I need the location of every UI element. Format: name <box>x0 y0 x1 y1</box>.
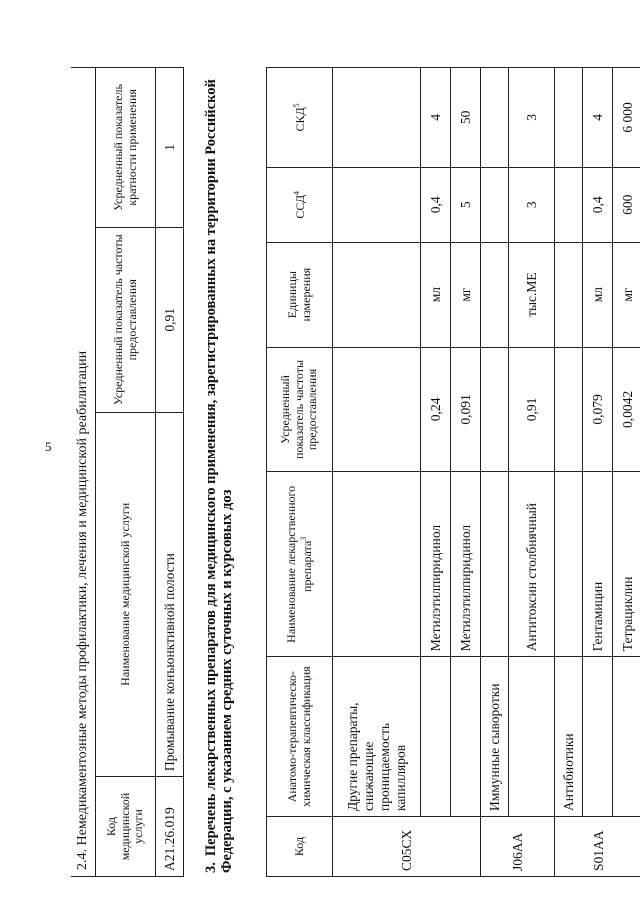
table-row <box>156 68 184 877</box>
drug-ssd-cell: 600 <box>613 167 640 242</box>
drug-name-cell: Метилэтилпиридинол <box>451 472 481 657</box>
header-frequency: Усредненный показатель частоты предоставления <box>267 347 333 472</box>
drug-unit-cell: мг <box>451 242 481 347</box>
service-code-cell: A21.26.019 <box>156 777 184 877</box>
multiplicity-cell: 1 <box>156 68 184 228</box>
table-row <box>583 68 613 877</box>
table-row <box>509 68 555 877</box>
atc-name-cell: Иммунные сыворотки <box>481 657 509 817</box>
section-3-number: 3. <box>203 862 219 873</box>
table-row <box>613 68 640 877</box>
table-row <box>333 68 421 877</box>
drug-ssd-cell: 0,4 <box>583 167 613 242</box>
drug-frequency-cell: 0,24 <box>421 347 451 472</box>
drug-frequency-cell: 0,091 <box>451 347 481 472</box>
header-unit: Единицы измерения <box>267 242 333 347</box>
header-service-code: Код медицинской услуги <box>96 777 156 877</box>
page-number: 5 <box>45 439 52 454</box>
drug-name-cell: Тетрациклин <box>613 472 640 657</box>
section-2-4-title: 2.4. Немедикаментозные методы профилактики, лечения и медицинской реабилитации <box>71 68 96 877</box>
table-row <box>481 68 509 877</box>
header-ssd: ССД$^4$ <box>267 167 333 242</box>
drug-unit-cell: мл <box>583 242 613 347</box>
section-3-title: Перечень лекарственных препаратов для медицинского применения, зарегистрированных на территории Российской Федерации, с указанием средних суточных и курсовых доз <box>203 79 235 873</box>
drug-skd-cell: 4 <box>421 68 451 168</box>
drug-ssd-cell: 3 <box>509 167 555 242</box>
drug-unit-cell: мл <box>421 242 451 347</box>
drug-name-cell: Антитоксин столбнячный <box>509 472 555 657</box>
section-2-4-table <box>71 67 184 877</box>
drug-skd-cell: 3 <box>509 68 555 168</box>
drug-skd-cell: 4 <box>583 68 613 168</box>
frequency-cell: 0,91 <box>156 227 184 412</box>
drug-name-cell: Гентамицин <box>583 472 613 657</box>
drug-unit-cell: тыс.МЕ <box>509 242 555 347</box>
drug-name-cell: Метилэтилпиридинол <box>421 472 451 657</box>
header-atc: Анатомо-терапевтическо-химическая классификация <box>267 657 333 817</box>
header-frequency: Усредненный показатель частоты предоставления <box>96 227 156 412</box>
drug-skd-cell: 50 <box>451 68 481 168</box>
atc-code-cell: S01AA <box>555 817 640 877</box>
atc-name-cell: Другие препараты, снижающие проницаемость капилляров <box>333 657 421 817</box>
rotated-content <box>44 37 635 877</box>
drug-frequency-cell: 0,079 <box>583 347 613 472</box>
header-drug: Наименование лекарственного препарата$^3$ <box>267 472 333 657</box>
header-skd: СКД$^5$ <box>267 68 333 168</box>
section-3-table <box>266 67 640 877</box>
drug-unit-cell: мг <box>613 242 640 347</box>
table-row <box>451 68 481 877</box>
section-3-heading <box>204 63 236 873</box>
drug-ssd-cell: 5 <box>451 167 481 242</box>
atc-code-cell: C05CX <box>333 817 481 877</box>
table-row <box>555 68 583 877</box>
header-service-name: Наименование медицинской услуги <box>96 412 156 776</box>
drug-frequency-cell: 0,0042 <box>613 347 640 472</box>
drug-frequency-cell: 0,91 <box>509 347 555 472</box>
drug-skd-cell: 6 000 <box>613 68 640 168</box>
table-row <box>421 68 451 877</box>
atc-name-cell: Антибиотики <box>555 657 583 817</box>
drug-ssd-cell: 0,4 <box>421 167 451 242</box>
service-name-cell: Промывание конъюнктивной полости <box>156 412 184 776</box>
header-code: Код <box>267 817 333 877</box>
atc-code-cell: J06AA <box>481 817 555 877</box>
header-multiplicity: Усредненный показатель кратности применения <box>96 68 156 228</box>
